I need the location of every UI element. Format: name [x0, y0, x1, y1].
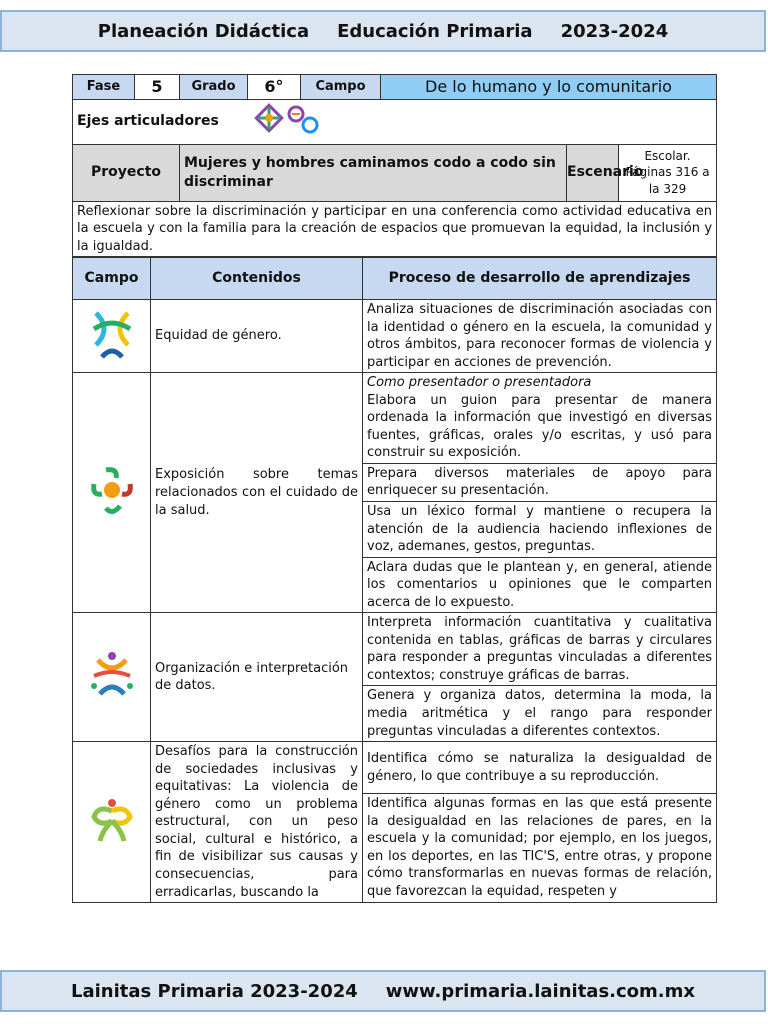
info-table [72, 74, 717, 257]
header-title: Planeación Didáctica [97, 20, 310, 42]
proceso-2-2: Prepara diversos materiales de apoyo para enriquecer su presentación. [363, 464, 716, 502]
grado-label: Grado [180, 75, 248, 100]
proceso-4-2: Identifica algunas formas en las que está presente la desigualdad en las relaciones de pares, en la escuela y la comunidad; por ejemplo, en los juegos, en los deportes, en las TIC'S, entre otras, y propone cómo transformarlas en nuevas formas de relación, que favorezcan la equidad, respeten y [367, 796, 712, 899]
ejes-icons [252, 101, 332, 137]
table-row [73, 613, 717, 742]
learning-table [72, 257, 717, 903]
humano-campo-icon [88, 791, 136, 847]
project-description: Reflexionar sobre la discriminación y participar en una conferencia como actividad educativa en la escuela y con la familia para la creación de espacios que promuevan la equidad, la inclusión y la igualdad. [73, 201, 717, 257]
header-banner [0, 10, 766, 52]
proceso-1-1: Analiza situaciones de discriminación asociadas con la identidad o género en la escuela, la comunidad y otros ámbitos, para reconocer formas de violencia y participar en acciones de prevención. [367, 302, 712, 370]
footer-brand: Lainitas Primaria 2023-2024 [71, 980, 358, 1002]
escenario-value: Escolar. Páginas 316 a la 329 [619, 144, 717, 201]
footer-url[interactable]: www.primaria.lainitas.com.mx [385, 980, 695, 1002]
etica-campo-icon [88, 305, 136, 361]
table-row [73, 300, 717, 373]
escenario-label: Escenario [567, 144, 619, 201]
contenido-4: Desafíos para la construcción de sociedades inclusivas y equitativas: La violencia de género como un problema estructural, con un peso social, cultural e histórico, a fin de visibilizar sus causas y consecuencias, para erradicarlas, buscando la [151, 742, 363, 903]
proceso-3-2: Genera y organiza datos, determina la moda, la media aritmética y el rango para responder preguntas vinculadas a diferentes contextos. [367, 688, 712, 739]
proceso-2-intro: Como presentador o presentadora [367, 375, 592, 391]
contenido-1: Equidad de género. [151, 300, 363, 373]
proceso-2-3: Usa un léxico formal y mantiene o recupera la atención de la audiencia haciendo inflexiones de voz, ademanes, gestos, preguntas. [363, 502, 716, 558]
header-level: Educación Primaria [337, 20, 533, 42]
contenido-2: Exposición sobre temas relacionados con el cuidado de la salud. [151, 373, 363, 613]
saberes-campo-icon [88, 646, 136, 702]
campo-label: Campo [301, 75, 381, 100]
col-contenidos: Contenidos [151, 258, 363, 300]
proceso-4-1: Identifica cómo se naturaliza la desigualdad de género, lo que contribuye a su reproducción. [363, 742, 716, 794]
table-row [73, 373, 717, 613]
ejes-label: Ejes articuladores [77, 113, 219, 130]
fase-value: 5 [135, 75, 180, 100]
proyecto-label: Proyecto [73, 144, 180, 201]
inclusion-icon [256, 105, 281, 130]
proceso-3-1: Interpreta información cuantitativa y cualitativa contenida en tablas, gráficas de barras y circulares para responder a preguntas vinculadas a diferentes contextos; construye gráficas de barras. [363, 613, 716, 686]
igualdad-icon [289, 107, 317, 132]
table-row [73, 742, 717, 903]
campo-value: De lo humano y lo comunitario [381, 75, 717, 100]
contenido-3: Organización e interpretación de datos. [151, 613, 363, 742]
col-proceso: Proceso de desarrollo de aprendizajes [363, 258, 717, 300]
lenguajes-campo-icon [88, 462, 136, 518]
col-campo: Campo [73, 258, 151, 300]
proceso-2-4: Aclara dudas que le plantean y, en general, atiende los comentarios u opiniones que le comparten acerca de lo expuesto. [367, 559, 712, 610]
proyecto-value: Mujeres y hombres caminamos codo a codo sin discriminar [180, 144, 567, 201]
header-year: 2023-2024 [560, 20, 669, 42]
fase-label: Fase [73, 75, 135, 100]
footer-banner [0, 970, 766, 1012]
proceso-2-1: Elabora un guion para presentar de manera ordenada la información que investigó en diversas fuentes, gráficas, orales y/o escritas, y usó para construir su exposición. [367, 392, 712, 461]
grado-value: 6° [248, 75, 301, 100]
